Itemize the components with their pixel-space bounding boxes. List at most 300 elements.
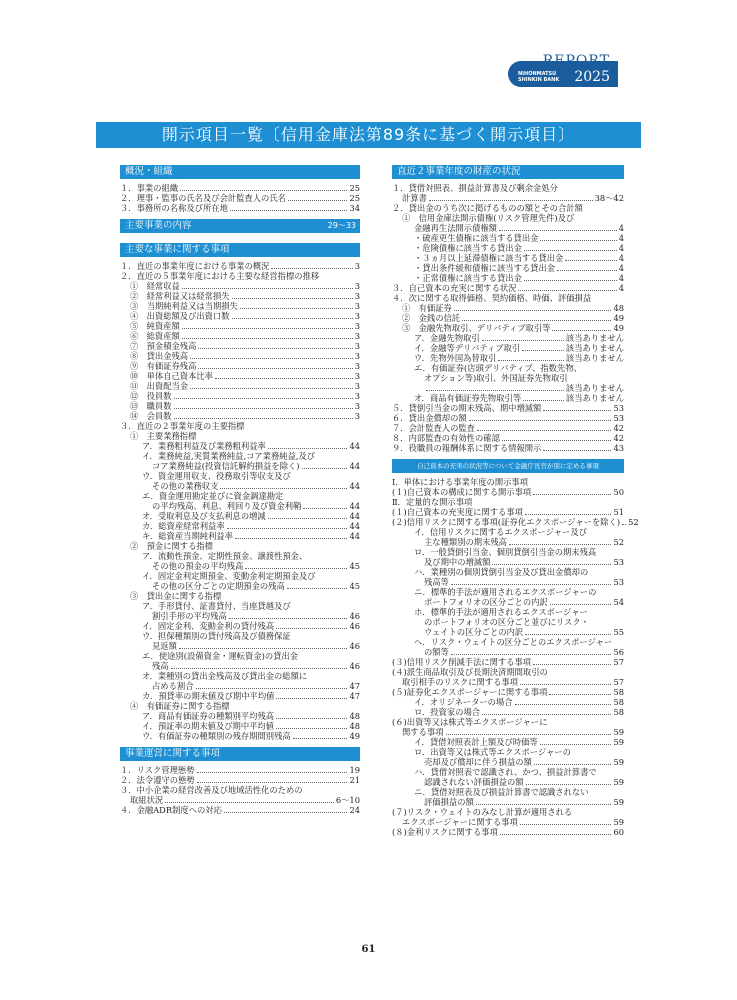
dot-leader xyxy=(552,330,611,331)
toc-entry xyxy=(392,393,624,403)
toc-line: ハ．貸借対照表で認識され、かつ、損益計算書で xyxy=(414,767,597,777)
toc-entry-title: ⑦ 預金積金残高 xyxy=(130,341,197,351)
dot-leader xyxy=(174,398,353,399)
toc-line: ３．直近の２事業年度の主要指標 xyxy=(120,421,245,431)
toc-entry-title: ４．金融ADR制度への対応 xyxy=(120,805,222,815)
dot-leader xyxy=(543,410,611,411)
toc-entry-page: 56 xyxy=(613,647,624,657)
toc-entry-title: ウ．有価証券の種類別の残存期間別残高 xyxy=(142,731,291,741)
toc-entry xyxy=(120,691,360,701)
toc-entry xyxy=(392,253,624,263)
toc-entry xyxy=(392,657,624,667)
dot-leader xyxy=(303,508,347,509)
dot-leader xyxy=(287,588,348,589)
toc-entry-page: 3 xyxy=(354,351,360,361)
toc-entry-title: その他の区分ごとの定期預金の残高 xyxy=(152,581,285,591)
toc-line: ア．手形貸付、証書貸付、当座貸越及び xyxy=(142,601,291,611)
toc-entry-page: 38～42 xyxy=(594,193,624,203)
toc-entry xyxy=(392,627,624,637)
section-header xyxy=(120,243,360,257)
toc-entry-title: 売却及び償却に伴う損益の額 xyxy=(424,757,532,767)
dot-leader xyxy=(224,812,348,813)
toc-line: ウ．資金運用収支、役務取引等収支及び xyxy=(142,471,291,481)
dot-leader xyxy=(502,440,612,441)
toc-entry xyxy=(120,301,360,311)
toc-entry-page: 34 xyxy=(349,203,360,213)
dot-leader xyxy=(235,538,348,539)
toc-entry xyxy=(120,511,360,521)
dot-leader xyxy=(446,734,612,735)
toc-entry-page: 49 xyxy=(349,731,360,741)
toc-entry xyxy=(392,423,624,433)
toc-entry-page: 51 xyxy=(613,507,624,517)
toc-entry-page: 47 xyxy=(349,691,360,701)
right-column xyxy=(392,165,639,837)
section-title: 概況・組織 xyxy=(125,166,173,177)
dot-leader xyxy=(174,418,353,419)
toc-entry-title: ② 経常利益又は経常損失 xyxy=(130,291,230,301)
dot-leader xyxy=(230,210,348,211)
toc-entry-page: 45 xyxy=(349,561,360,571)
dot-leader xyxy=(245,568,347,569)
toc-line: ウ．担保種類別の貸付残高及び債務保証 xyxy=(142,631,291,641)
toc-entry-page: 44 xyxy=(349,461,360,471)
toc-entry-page: 3 xyxy=(354,281,360,291)
dot-leader xyxy=(525,634,611,635)
toc-entry xyxy=(120,351,360,361)
bank-line-2: SHINKIN BANK xyxy=(518,77,560,83)
toc-entry-page: 49 xyxy=(613,323,624,333)
toc-entry-page: 58 xyxy=(613,707,624,717)
toc-entry-title: オ．受取利息及び支払利息の増減 xyxy=(142,511,266,521)
toc-entry-page: 59 xyxy=(613,797,624,807)
toc-entry-page: 3 xyxy=(354,391,360,401)
toc-entry-title: ア．商品有価証券の種類別平均残高 xyxy=(142,711,275,721)
toc-entry xyxy=(392,557,624,567)
toc-entry-page: 該当ありません xyxy=(565,383,624,393)
toc-entry xyxy=(392,597,624,607)
dot-leader xyxy=(526,784,612,785)
toc-entry-page: 25 xyxy=(349,193,360,203)
toc-entry xyxy=(120,765,360,775)
toc-entry-title: 金融再生法開示債権額 xyxy=(414,223,497,233)
toc-entry xyxy=(392,537,624,547)
dot-leader xyxy=(182,288,353,289)
dot-leader xyxy=(197,782,348,783)
dot-leader xyxy=(276,728,347,729)
toc-line: ② 預金に関する指標 xyxy=(130,541,213,551)
toc-entry-title: (５)証券化エクスポージャーに関する事項 xyxy=(392,687,548,697)
toc-entry-page: 48 xyxy=(613,303,624,313)
toc-entry-title: ３．事務所の名称及び所在地 xyxy=(120,203,228,213)
toc-entry xyxy=(392,383,624,393)
section-header xyxy=(120,165,360,179)
toc-entry-page: 59 xyxy=(613,737,624,747)
page-number: 61 xyxy=(361,944,376,955)
toc-entry xyxy=(120,461,360,471)
toc-entry-title: ６．貸出金償却の額 xyxy=(392,413,467,423)
toc-entry xyxy=(120,581,360,591)
toc-entry xyxy=(392,323,624,333)
toc-entry-page: 58 xyxy=(613,687,624,697)
toc-entry-page: 52 xyxy=(628,517,639,527)
toc-entry xyxy=(392,727,624,737)
toc-entry-title: 主な種類別の期末残高 xyxy=(424,537,507,547)
toc-entry xyxy=(120,731,360,741)
toc-line: ホ．標準的手法が適用されるエクスポージャー xyxy=(414,607,588,617)
toc-line: ④ 有価証券に関する指標 xyxy=(130,701,230,711)
dot-leader xyxy=(482,340,564,341)
toc-entry xyxy=(392,343,624,353)
page-title: 開示項目一覧〔信用金庫法第89条に基づく開示項目〕 xyxy=(96,122,641,148)
toc-entry-title: キ．総資産当期純利益率 xyxy=(142,531,233,541)
toc-entry xyxy=(392,647,624,657)
toc-line: のポートフォリオの区分ごと並びにリスク・ xyxy=(424,617,590,627)
dot-leader xyxy=(198,368,352,369)
toc-entry-page: 53 xyxy=(613,403,624,413)
toc-entry-title: ③ 当期純利益又は当期損失 xyxy=(130,301,238,311)
toc-entry-page: 3 xyxy=(354,331,360,341)
toc-entry-page: 3 xyxy=(354,381,360,391)
toc-entry-page: 3 xyxy=(354,361,360,371)
toc-entry-page: 42 xyxy=(613,433,624,443)
toc-entry-page: 48 xyxy=(349,721,360,731)
toc-entry xyxy=(120,641,360,651)
toc-entry xyxy=(120,183,360,193)
toc-entry-title: 認識されない評価損益の額 xyxy=(424,777,524,787)
toc-entry-page: 57 xyxy=(613,657,624,667)
toc-entry xyxy=(120,611,360,621)
toc-entry xyxy=(120,711,360,721)
toc-entry xyxy=(120,411,360,421)
toc-entry-title: 残高等 xyxy=(424,577,449,587)
dot-leader xyxy=(469,420,612,421)
toc-entry-title: 取組状況 xyxy=(130,795,164,805)
dot-leader xyxy=(429,200,593,201)
dot-leader xyxy=(190,388,353,389)
toc-entry xyxy=(392,413,624,423)
toc-entry-title: ④ 出資総額及び出資口数 xyxy=(130,311,230,321)
dot-leader xyxy=(550,604,612,605)
toc-entry-title: (３)信用リスク削減手法に関する事項 xyxy=(392,657,532,667)
toc-entry-title: ・３ヵ月以上延滞債権に該当する貸出金 xyxy=(414,253,564,263)
toc-line: ① 信用金庫法開示債権(リスク管理先件)及び xyxy=(402,213,575,223)
toc-entry-page: 24 xyxy=(349,805,360,815)
dot-leader xyxy=(549,694,611,695)
toc-entry-title: １．リスク管理態勢 xyxy=(120,765,195,775)
toc-entry-page: 該当ありません xyxy=(565,343,624,353)
toc-entry-page: 47 xyxy=(349,681,360,691)
toc-entry-page: 60 xyxy=(613,827,624,837)
dot-leader xyxy=(220,488,347,489)
toc-entry-page: 3 xyxy=(354,401,360,411)
toc-entry-title: 及び期中の増減額 xyxy=(424,557,491,567)
toc-line: Ⅱ．定量的な開示事項 xyxy=(392,497,473,507)
section-title: 事業運営に関する事項 xyxy=(125,748,221,759)
dot-leader xyxy=(179,648,348,649)
dot-leader xyxy=(198,348,352,349)
toc-line: オ．業種別の貸出金残高及び貸出金の総額に xyxy=(142,671,308,681)
toc-line: ハ．業種別の個別貸倒引当金及び貸出金償却の xyxy=(414,567,589,577)
toc-entry-page: 3 xyxy=(354,261,360,271)
toc-entry xyxy=(392,243,624,253)
toc-entry-page: 3 xyxy=(354,341,360,351)
dot-leader xyxy=(477,430,611,431)
toc-entry-title: 残高 xyxy=(152,661,169,671)
toc-line: イ．業務純益,実質業務純益,コア業務純益,及び xyxy=(142,451,316,461)
toc-line: ③ 貸出金に関する指標 xyxy=(130,591,222,601)
toc-entry-title: ア．業務粗利益及び業務粗利益率 xyxy=(142,441,266,451)
dot-leader xyxy=(622,524,626,525)
toc-entry xyxy=(392,737,624,747)
toc-line: ロ．一般貸倒引当金、個別貸倒引当金の期末残高 xyxy=(414,547,597,557)
toc-line: ２．直近の５事業年度における主要な経営指標の推移 xyxy=(120,271,320,281)
toc-entry-page: 44 xyxy=(349,531,360,541)
toc-entry xyxy=(392,677,624,687)
dot-leader xyxy=(515,704,612,705)
dot-leader xyxy=(518,290,616,291)
toc-entry-title: (１)自己資本の充実度に関する事項 xyxy=(392,507,523,517)
dot-leader xyxy=(268,448,348,449)
toc-entry-page: 52 xyxy=(613,537,624,547)
dot-leader xyxy=(520,684,611,685)
section-header xyxy=(120,747,360,761)
section-title: 主要な事業に関する事項 xyxy=(125,244,230,255)
toc-entry-title: ⑤ 純資産額 xyxy=(130,321,180,331)
toc-entry xyxy=(392,487,624,497)
toc-entry-page: 46 xyxy=(349,621,360,631)
toc-entry-page: 46 xyxy=(349,661,360,671)
dot-leader xyxy=(182,328,353,329)
toc-entry-title: ８．内部監査の有効性の確認 xyxy=(392,433,500,443)
toc-entry-title: その他の業務収支 xyxy=(152,481,219,491)
dot-leader xyxy=(180,190,347,191)
toc-entry-title: カ．預貸率の期末値及び期中平均値 xyxy=(142,691,275,701)
toc-entry xyxy=(120,203,360,213)
dot-leader xyxy=(498,360,564,361)
toc-entry xyxy=(120,561,360,571)
toc-entry-title: イ．預証率の期末値及び期中平均値 xyxy=(142,721,275,731)
toc-entry xyxy=(120,501,360,511)
toc-entry-page: 44 xyxy=(349,481,360,491)
toc-line: ① 主要業務指標 xyxy=(130,431,197,441)
section-title: 自己資本の充実の状況等について金融庁長官が別に定める事項 xyxy=(417,462,599,470)
toc-entry xyxy=(392,353,624,363)
toc-entry xyxy=(120,391,360,401)
toc-line: ３．中小企業の経営改善及び地域活性化のための xyxy=(120,785,303,795)
toc-line: ア．流動性預金、定期性預金、譲渡性預金、 xyxy=(142,551,308,561)
toc-entry-page: 59 xyxy=(613,817,624,827)
toc-entry xyxy=(120,681,360,691)
toc-line: オプション等)取引、外国証券先物取引 xyxy=(424,373,568,383)
toc-entry xyxy=(392,697,624,707)
toc-entry xyxy=(120,321,360,331)
dot-leader xyxy=(522,350,564,351)
toc-entry-page: 該当ありません xyxy=(565,393,624,403)
toc-entry-page: 3 xyxy=(354,301,360,311)
toc-entry xyxy=(392,403,624,413)
toc-entry xyxy=(120,521,360,531)
toc-entry xyxy=(392,283,624,293)
toc-entry xyxy=(392,707,624,717)
toc-entry-title: ⑥ 総資産額 xyxy=(130,331,180,341)
dot-leader xyxy=(215,378,353,379)
dot-leader xyxy=(534,764,612,765)
dot-leader xyxy=(271,268,352,269)
toc-line: ニ．貸借対照表及び損益計算書で認識されない xyxy=(414,787,589,797)
toc-entry xyxy=(392,233,624,243)
dot-leader xyxy=(268,518,348,519)
dot-leader xyxy=(509,544,611,545)
toc-entry xyxy=(392,817,624,827)
toc-entry-title: ウェイトの区分ごとの内訳 xyxy=(424,627,524,637)
toc-entry xyxy=(120,311,360,321)
toc-entry-page: 4 xyxy=(618,263,624,273)
toc-entry-page: 該当ありません xyxy=(565,333,624,343)
toc-entry-title: ③ 金融先物取引、デリバティブ取引等 xyxy=(402,323,551,333)
toc-entry-title: ① 経常収益 xyxy=(130,281,180,291)
toc-entry xyxy=(392,313,624,323)
dot-leader xyxy=(227,528,348,529)
toc-line: ２．貸出金のうち次に掲げるものの額とその合計額 xyxy=(392,203,583,213)
toc-entry-title: (１)自己資本の構成に関する開示事項 xyxy=(392,487,532,497)
toc-entry-page: 21 xyxy=(349,775,360,785)
toc-entry xyxy=(120,441,360,451)
toc-entry-title: ９．役職員の報酬体系に関する情報開示 xyxy=(392,443,542,453)
section-title: 直近２事業年度の財産の状況 xyxy=(397,166,521,177)
toc-line: イ．固定金利定期預金、変動金利定期預金及び xyxy=(142,571,316,581)
toc-entry xyxy=(392,577,624,587)
toc-entry-page: 4 xyxy=(618,233,624,243)
toc-entry-page: 6～10 xyxy=(335,795,360,805)
toc-entry-title: ア．金融先物取引 xyxy=(414,333,480,343)
toc-entry-title: コア業務純益(投資信託解約損益を除く) xyxy=(152,461,300,471)
toc-entry-title: (２)信用リスクに関する事項(証券化エクスポージャーを除く) xyxy=(392,517,621,527)
toc-entry-title: エクスポージャーに関する事項 xyxy=(402,817,518,827)
toc-entry-title: ⑪ 出資配当金 xyxy=(130,381,189,391)
toc-entry-title: 評価損益の額 xyxy=(424,797,474,807)
toc-entry-page: 59 xyxy=(613,727,624,737)
toc-entry-title: ・貸出条件緩和債権に該当する貸出金 xyxy=(414,263,556,273)
toc-entry xyxy=(392,507,624,517)
toc-entry-title: １．直近の事業年度における事業の概況 xyxy=(120,261,270,271)
dot-leader xyxy=(523,400,564,401)
toc-entry-page: 42 xyxy=(613,423,624,433)
dot-leader xyxy=(293,738,348,739)
toc-entry-title: (８)金利リスクに関する事項 xyxy=(392,827,498,837)
bank-line-1: NIHONMATSU xyxy=(518,71,557,77)
toc-entry-page: 25 xyxy=(349,183,360,193)
toc-entry-title: イ．貸借対照表計上額及び時価等 xyxy=(414,737,538,747)
toc-entry-page: 44 xyxy=(349,441,360,451)
toc-entry-page: 該当ありません xyxy=(565,353,624,363)
dot-leader xyxy=(197,772,348,773)
toc-entry xyxy=(120,531,360,541)
toc-entry-page: 44 xyxy=(349,511,360,521)
left-column xyxy=(120,165,360,815)
toc-entry-title: ロ．投資家の場合 xyxy=(414,707,481,717)
logo-report-text: REPORT xyxy=(542,53,610,69)
toc-entry-title: イ．固定金利、変動金利の貸付残高 xyxy=(142,621,275,631)
toc-entry-title: ・危険債権に該当する貸出金 xyxy=(414,243,522,253)
section-title: 主要事業の内容 xyxy=(125,220,192,231)
toc-entry xyxy=(392,443,624,453)
dot-leader xyxy=(174,408,353,409)
toc-entry-title: オ．商品有価証券先物取引等 xyxy=(414,393,522,403)
toc-entry-title: の平均残高、利息、利回り及び資金利鞘 xyxy=(152,501,302,511)
dot-leader xyxy=(232,318,353,319)
toc-entry-title: ② 金銭の信託 xyxy=(402,313,461,323)
toc-line: イ．信用リスクに関するエクスポージャー及び xyxy=(414,527,587,537)
toc-line: ヘ．リスク・ウェイトの区分ごとのエクスポージャー xyxy=(414,637,613,647)
toc-entry-title: ２．法令遵守の態勢 xyxy=(120,775,195,785)
toc-entry xyxy=(392,333,624,343)
toc-entry xyxy=(120,331,360,341)
toc-entry-page: 3 xyxy=(354,311,360,321)
toc-entry-page: 59 xyxy=(613,777,624,787)
toc-entry-page: 57 xyxy=(613,677,624,687)
toc-entry-page: 49 xyxy=(613,313,624,323)
toc-line: (６)出資等又は株式等エクスポージャーに xyxy=(392,717,548,727)
toc-entry-title: ３．自己資本の充実に関する状況 xyxy=(392,283,517,293)
toc-entry-title: ５．貸倒引当金の期末残高、期中増減額 xyxy=(392,403,542,413)
logo-bank-name xyxy=(518,71,559,83)
toc-line: エ．使途別(設備資金・運転資金)の貸出金 xyxy=(142,651,299,661)
dot-leader xyxy=(499,230,617,231)
toc-entry-page: 45 xyxy=(349,581,360,591)
dot-leader xyxy=(451,654,612,655)
dot-leader xyxy=(500,834,612,835)
toc-entry-page: 46 xyxy=(349,611,360,621)
dot-leader xyxy=(565,260,616,261)
section-header xyxy=(392,165,624,179)
toc-entry xyxy=(120,621,360,631)
section-header xyxy=(392,459,624,473)
toc-entry xyxy=(392,827,624,837)
toc-entry-title: イ．金融等デリバティブ取引 xyxy=(414,343,521,353)
toc-entry xyxy=(392,433,624,443)
toc-entry xyxy=(392,193,624,203)
toc-entry-page: 53 xyxy=(613,557,624,567)
toc-entry xyxy=(120,291,360,301)
dot-leader xyxy=(171,668,348,669)
toc-entry-title: ⑬ 職員数 xyxy=(130,401,172,411)
toc-entry xyxy=(120,795,360,805)
report-logo xyxy=(508,53,618,87)
dot-leader xyxy=(525,514,612,515)
toc-entry-page: 54 xyxy=(613,597,624,607)
dot-leader xyxy=(557,270,617,271)
toc-line: ４．次に関する取得価格、契約価格、時価、評価損益 xyxy=(392,293,592,303)
toc-entry-page: 4 xyxy=(618,223,624,233)
toc-entry-title: 占める割合 xyxy=(152,681,194,691)
dot-leader xyxy=(482,714,611,715)
toc-entry xyxy=(392,797,624,807)
toc-entry-page: 44 xyxy=(349,501,360,511)
toc-line: エ．有価証券(店頭デリバティブ、指数先物、 xyxy=(414,363,582,373)
toc-entry-title: イ．オリジネーターの場合 xyxy=(414,697,513,707)
toc-entry-page: 53 xyxy=(613,577,624,587)
toc-entry xyxy=(120,371,360,381)
toc-entry-page: 43 xyxy=(613,443,624,453)
section-header xyxy=(120,219,360,233)
toc-entry-title: の額等 xyxy=(424,647,449,657)
toc-line: エ．資金運用勘定並びに資金調達勘定 xyxy=(142,491,284,501)
dot-leader xyxy=(533,664,611,665)
toc-entry-page: 53 xyxy=(613,413,624,423)
dot-leader xyxy=(276,698,347,699)
toc-entry-title: ２．理事・監事の氏名及び会計監査人の氏名 xyxy=(120,193,286,203)
